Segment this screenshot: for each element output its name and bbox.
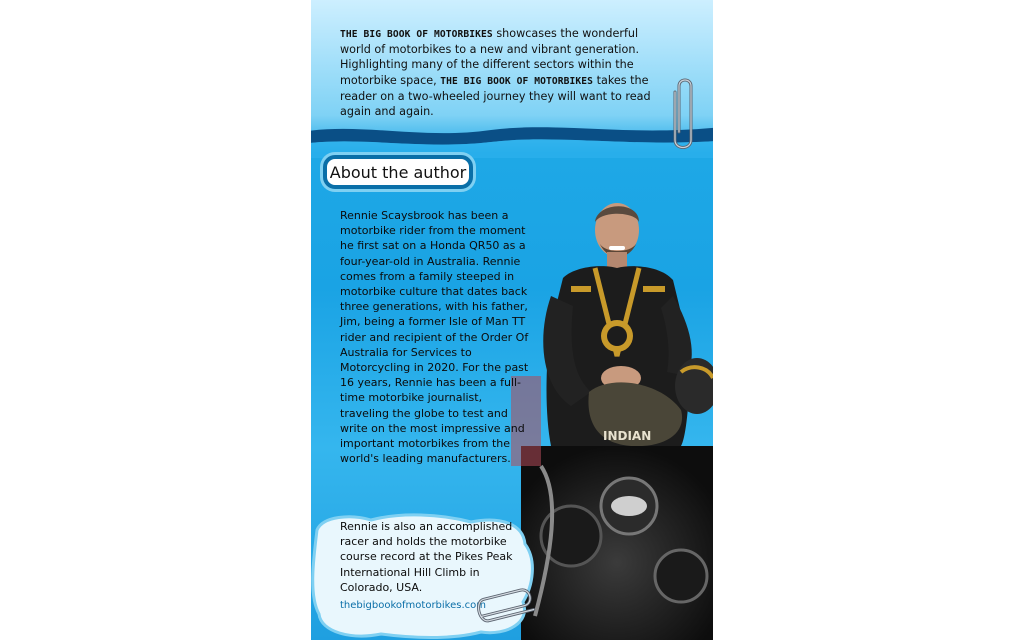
website-link[interactable]: thebigbookofmotorbikes.com — [340, 600, 487, 611]
intro-paragraph — [340, 26, 670, 119]
book-page — [311, 0, 713, 640]
about-heading: About the author — [329, 162, 467, 182]
paperclip-icon — [669, 72, 701, 152]
author-photo — [511, 196, 713, 640]
tank-brand-text: INDIAN — [603, 429, 652, 443]
intro-line2-start: Highlighting many of the different sectors within the motorbike space, — [340, 58, 634, 87]
author-bio — [340, 208, 530, 466]
intro-line1: showcases the wonderful world of motorbikes to a new and vibrant generation. — [340, 27, 640, 57]
book-title-brand: THE BIG BOOK OF MOTORBIKES — [340, 29, 493, 40]
about-heading-badge — [323, 155, 473, 189]
paperclip-bottom-icon — [471, 580, 541, 624]
intro-line2-rest: takes the reader on a two-wheeled journey they will want to read again and again. — [340, 73, 651, 119]
wave-divider — [311, 118, 713, 158]
bio-text: Rennie Scaysbrook has been a motorbike rider from the moment he first sat on a Honda QR50 as a four-year-old in Australia. Rennie comes from a family steeped in motorbike culture that dates back three generations, with his father, Jim, being a former Isle of Man TT rider and recipient of the Order Of Australia for Services to Motorcycling in 2020. For the past 16 years, Rennie has been a full-time motorbike journalist, traveling the globe to test and write on the most impressive and important motorbikes from the world's leading manufacturers. — [340, 209, 529, 466]
racer-text: Rennie is also an accomplished racer and holds the motorbike course record at the Pikes Peak International Hill Climb in Colorado, USA. — [340, 520, 513, 594]
book-title-brand-2: THE BIG BOOK OF MOTORBIKES — [440, 75, 594, 87]
